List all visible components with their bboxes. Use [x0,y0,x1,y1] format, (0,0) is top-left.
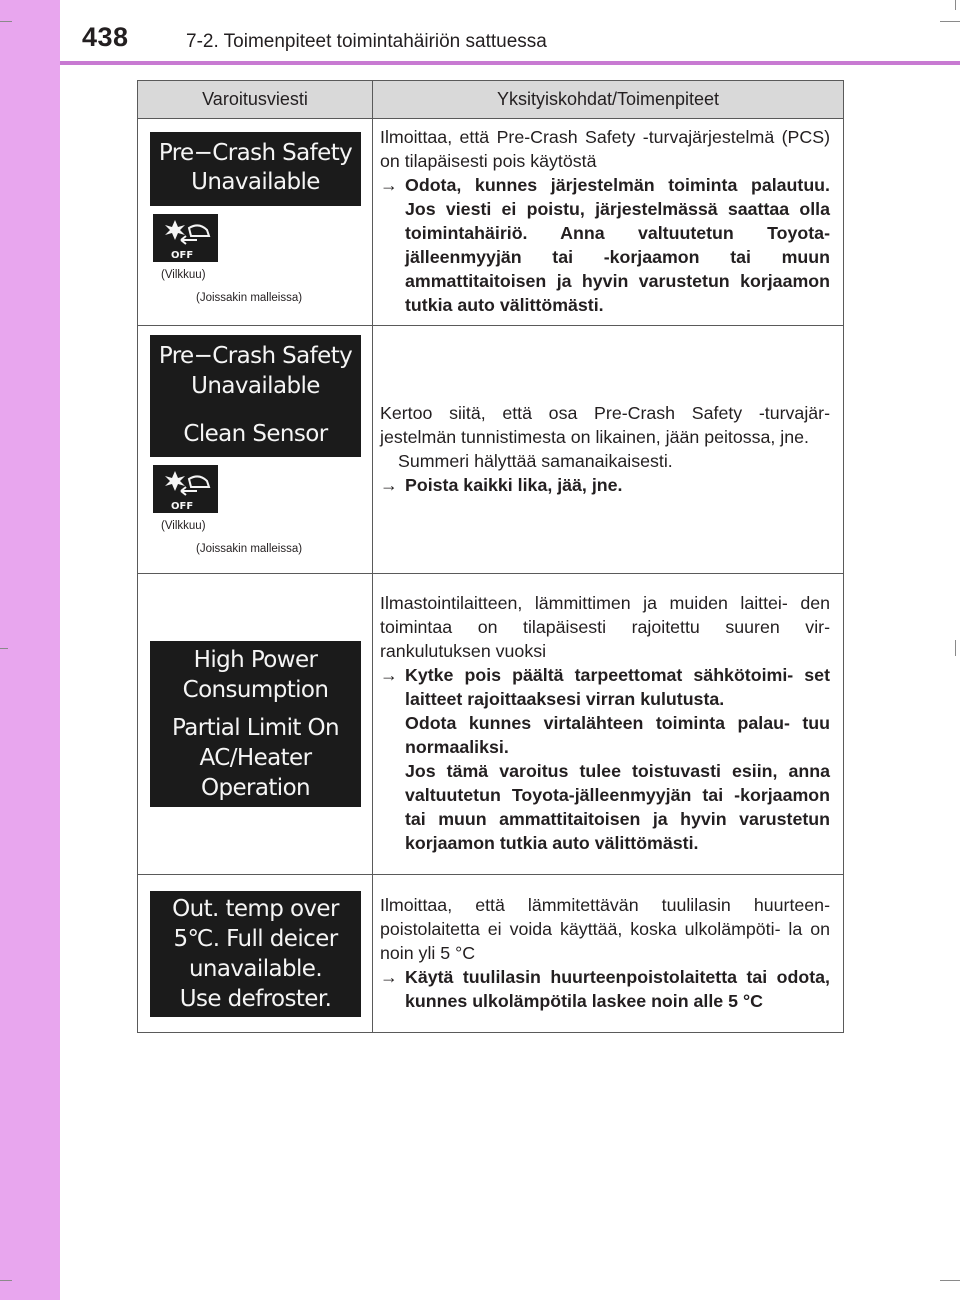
table-row [138,574,844,875]
action-continued: Jos tämä varoitus tulee toistuvasti esiin, anna valtuutetun Toyota-jälleenmyyjän tai -korjaamon tai muun ammattitaitoisen ja hyvin varustetun korjaamon tutkia auto välittömästi. [405,761,830,853]
screen-line: AC/Heater [199,745,312,771]
description: Ilmoittaa, että lämmitettävän tuulilasin huurteen- poistolaitetta ei voida käyttää, koska ulkolämpöti- la on noin yli 5 °C [380,894,830,963]
screen-line: Pre−Crash Safety [158,139,353,166]
page-number: 438 [82,22,129,52]
crop-mark [940,21,960,22]
display-message-screen [150,641,361,807]
warning-cell [138,574,373,875]
crop-mark [955,0,956,10]
screen-line: Operation [200,775,311,801]
pcs-off-indicator-icon [153,214,218,262]
screen-line: High Power [193,647,318,673]
description: Kertoo siitä, että osa Pre-Crash Safety -turvajär- jestelmän tunnistimesta on likainen, jään peitossa, jne. [380,402,830,447]
warning-table [137,80,844,1033]
screen-line: Unavailable [191,373,320,399]
screen-line: Partial Limit On [172,715,339,741]
arrow-icon: → [380,474,398,495]
screen-line: Pre−Crash Safety [158,343,353,369]
buzzer-note: Summeri hälyttää samanaikaisesti. [398,450,673,471]
action-text: Poista kaikki lika, jää, jne. [405,474,623,495]
display-message-screen [150,335,361,457]
crop-mark [0,648,8,649]
details-cell [373,326,844,574]
column-header-warning: Varoitusviesti [138,81,373,119]
table-row [138,326,844,574]
crop-mark [0,21,12,22]
column-header-details: Yksityiskohdat/Toimenpiteet [373,81,844,119]
icon-caption: (Vilkkuu) [161,268,206,281]
action-continued: Odota kunnes virtalähteen toiminta palau- tuu normaaliksi. [405,713,830,757]
description: Ilmastointilaitteen, lämmittimen ja muiden laittei- den toimintaa on tilapäisesti rajoitettu suuren vir- rankulutuksen vuoksi [380,593,830,661]
svg-text:OFF: OFF [171,501,194,512]
screen-line: Consumption [182,677,329,703]
warning-cell [138,875,373,1033]
screen-line: Clean Sensor [183,421,328,447]
crop-mark [940,1280,960,1281]
action-text: Odota, kunnes järjestelmän toiminta palautuu. Jos viesti ei poistu, järjestelmässä saattaa olla toimintahäiriö. Anna valtuutetun Toyota-jälleenmyyjän tai -korjaamon tai muun ammattitaitoisen ja hyvin varustetun korjaamon tutkia auto välittömästi. [405,175,830,315]
details-cell [373,574,844,875]
header-rule [60,61,960,65]
action [380,965,830,1013]
svg-text:OFF: OFF [171,249,194,261]
pcs-off-indicator-icon [153,465,218,513]
arrow-icon: → [380,175,398,195]
screen-line: Use defroster. [179,985,332,1012]
screen-line: 5℃. Full deicer [173,925,338,952]
action [380,173,830,317]
details-cell [373,875,844,1033]
table-row [138,875,844,1033]
models-note: (Joissakin malleissa) [196,291,303,304]
models-note: (Joissakin malleissa) [196,543,303,555]
warning-cell [138,119,373,326]
details-cell [373,119,844,326]
action-text: Käytä tuulilasin huurteenpoistolaitetta tai odota, kunnes ulkolämpötila laskee noin alle 5 °C [405,966,830,1011]
screen-line: Out. temp over [172,895,339,922]
display-message-screen [150,132,361,206]
screen-line: Unavailable [191,168,320,195]
display-message-screen [150,891,361,1017]
action [380,663,830,711]
section-title: 7-2. Toimenpiteet toimintahäiriön sattuessa [186,31,547,52]
table-row [138,119,844,326]
crop-mark [0,1280,12,1281]
table-header-row [138,81,844,119]
arrow-icon: → [380,966,398,987]
icon-caption: (Vilkkuu) [161,520,206,532]
crop-mark [955,640,956,656]
arrow-icon: → [380,665,398,685]
description: Ilmoittaa, että Pre-Crash Safety -turvajärjestelmä (PCS) on tilapäisesti pois käytöstä [380,127,830,171]
action-text: Kytke pois päältä tarpeettomat sähkötoimi- set laitteet rajoittaaksesi virran kulutusta. [405,665,830,709]
side-color-band [0,0,60,1300]
warning-cell [138,326,373,574]
screen-line: unavailable. [188,955,323,982]
action [380,473,830,497]
